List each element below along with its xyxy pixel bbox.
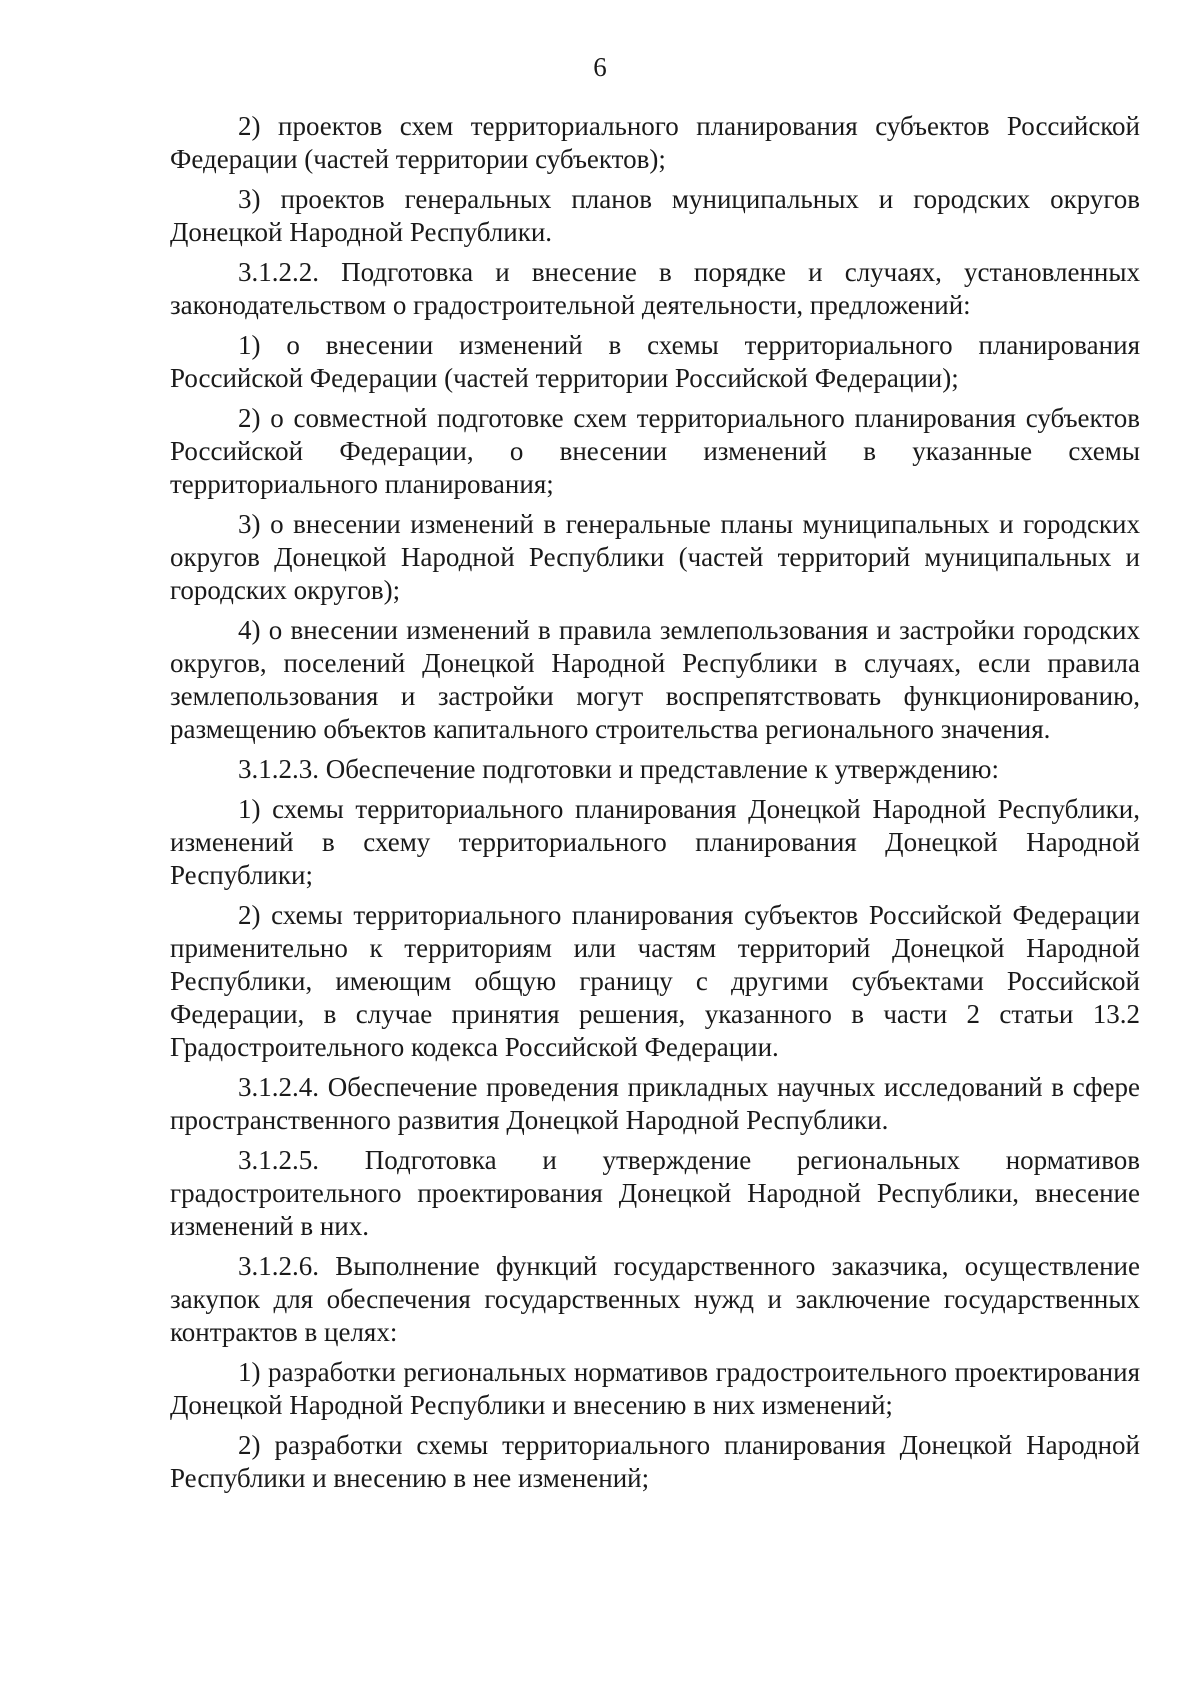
paragraph: 1) разработки региональных нормативов градостроительного проектирования Донецкой Народной Республики и внесению в них изменений; <box>170 1357 1140 1420</box>
paragraph: 3.1.2.6. Выполнение функций государственного заказчика, осуществление закупок для обеспечения государственных нужд и заключение государственных контрактов в целях: <box>170 1251 1140 1347</box>
paragraph: 3.1.2.2. Подготовка и внесение в порядке и случаях, установленных законодательством о градостроительной деятельности, предложений: <box>170 257 1140 320</box>
paragraph: 2) о совместной подготовке схем территориального планирования субъектов Российской Федерации, о внесении изменений в указанные схемы территориального планирования; <box>170 403 1140 499</box>
paragraph: 4) о внесении изменений в правила землепользования и застройки городских округов, поселений Донецкой Народной Республики в случаях, если правила землепользования и застройки могут воспрепятствовать функционированию, размещению объектов капитального строительства регионального значения. <box>170 615 1140 744</box>
paragraph: 2) разработки схемы территориального планирования Донецкой Народной Республики и внесению в нее изменений; <box>170 1430 1140 1493</box>
paragraph: 3.1.2.5. Подготовка и утверждение региональных нормативов градостроительного проектирования Донецкой Народной Республики, внесение изменений в них. <box>170 1145 1140 1241</box>
paragraph: 3.1.2.3. Обеспечение подготовки и представление к утверждению: <box>238 754 999 784</box>
paragraph: 1) о внесении изменений в схемы территориального планирования Российской Федерации (частей территории Российской Федерации); <box>170 330 1140 393</box>
page-number: 6 <box>593 52 607 82</box>
paragraph: 2) проектов схем территориального планирования субъектов Российской Федерации (частей территории субъектов); <box>170 111 1140 174</box>
paragraph: 3) о внесении изменений в генеральные планы муниципальных и городских округов Донецкой Народной Республики (частей территорий муниципальных и городских округов); <box>170 509 1140 605</box>
paragraph: 1) схемы территориального планирования Донецкой Народной Республики, изменений в схему территориального планирования Донецкой Народной Республики; <box>170 794 1140 890</box>
paragraph: 3.1.2.4. Обеспечение проведения прикладных научных исследований в сфере пространственного развития Донецкой Народной Республики. <box>170 1072 1140 1135</box>
paragraph: 3) проектов генеральных планов муниципальных и городских округов Донецкой Народной Республики. <box>170 184 1140 247</box>
document-body <box>170 110 1140 1502</box>
paragraph: 2) схемы территориального планирования субъектов Российской Федерации применительно к территориям или частям территорий Донецкой Народной Республики, имеющим общую границу с другими субъектами Российской Федерации, в случае принятия решения, указанного в части 2 статьи 13.2 Градостроительного кодекса Российской Федерации. <box>170 900 1140 1062</box>
